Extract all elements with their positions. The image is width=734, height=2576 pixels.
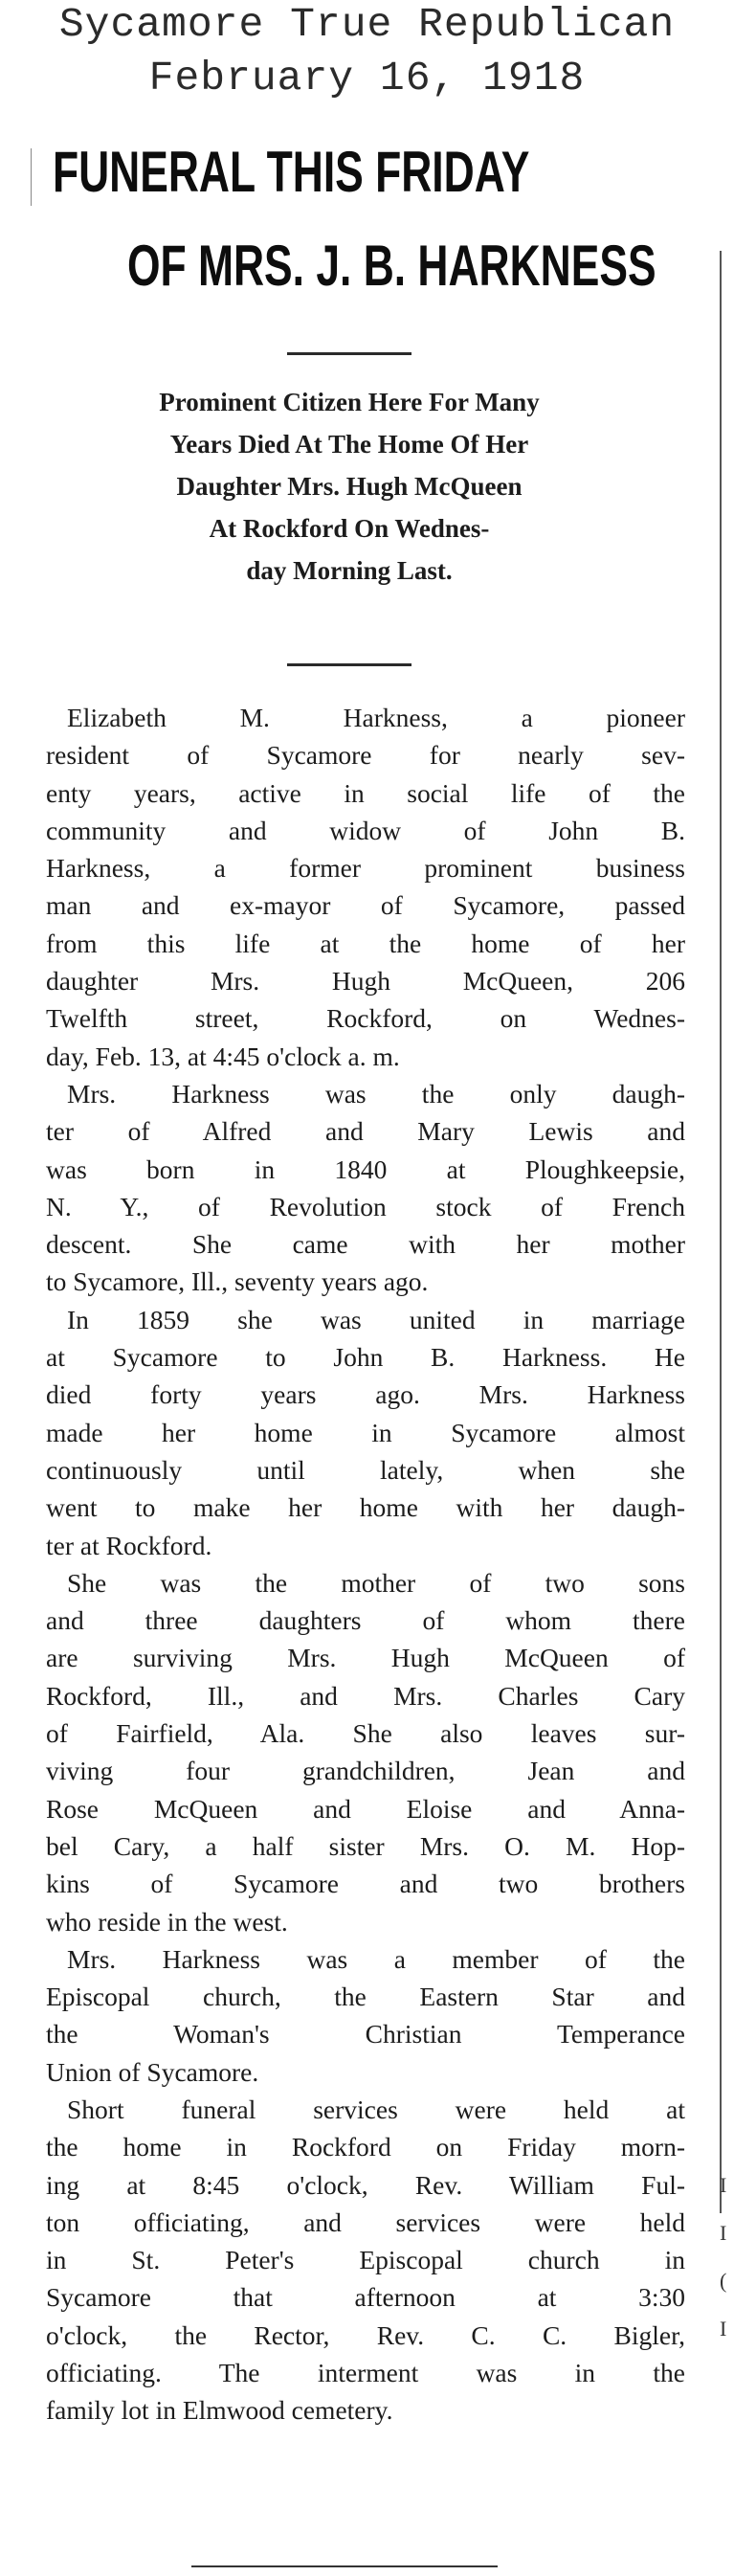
article-line: daughter Mrs. Hugh McQueen, 206	[46, 966, 685, 997]
article-line: Union of Sycamore.	[46, 2056, 259, 2087]
article-line: the home in Rockford on Friday morn-	[46, 2132, 685, 2162]
article-line: Rockford, Ill., and Mrs. Charles Cary	[46, 1680, 685, 1711]
margin-fragment: I	[720, 2221, 727, 2245]
article-line: Short funeral services were held at	[67, 2094, 685, 2124]
article-line: N. Y., of Revolution stock of French	[46, 1191, 685, 1221]
article-line: made her home in Sycamore almost	[46, 1417, 685, 1447]
deck-line: Prominent Citizen Here For Many	[159, 388, 540, 416]
article-line: Elizabeth M. Harkness, a pioneer	[67, 703, 685, 732]
article-line: officiating. The interment was in the	[46, 2358, 685, 2388]
article-line: resident of Sycamore for nearly sev-	[46, 740, 685, 771]
right-column-rule	[720, 251, 722, 2213]
article-line: continuously until lately, when she	[46, 1454, 685, 1485]
headline-line-1: FUNERAL THIS FRIDAY	[53, 140, 530, 204]
article-line: day, Feb. 13, at 4:45 o'clock a. m.	[46, 1041, 400, 1071]
article-line: kins of Sycamore and two brothers	[46, 1869, 685, 1899]
article-line: Mrs. Harkness was a member of the	[67, 1943, 685, 1974]
article-line: are surviving Mrs. Hugh McQueen of	[46, 1643, 685, 1673]
article-line: to Sycamore, Ill., seventy years ago.	[46, 1266, 429, 1297]
article-line: ter of Alfred and Mary Lewis and	[46, 1116, 685, 1147]
article-line: Rose McQueen and Eloise and Anna-	[46, 1793, 685, 1824]
article-line: bel Cary, a half sister Mrs. O. M. Hop-	[46, 1830, 685, 1861]
left-column-rule	[31, 148, 32, 206]
article-line: descent. She came with her mother	[46, 1229, 685, 1260]
article-line: o'clock, the Rector, Rev. C. C. Bigler,	[46, 2319, 685, 2350]
margin-fragment: (	[720, 2269, 727, 2293]
article-line: ter at Rockford.	[46, 1530, 212, 1560]
article-line: at Sycamore to John B. Harkness. He	[46, 1342, 685, 1373]
article-line: Sycamore that afternoon at 3:30	[46, 2282, 685, 2313]
article-line: died forty years ago. Mrs. Harkness	[46, 1379, 685, 1410]
article-line: was born in 1840 at Ploughkeepsie,	[46, 1154, 685, 1184]
article-line: and three daughters of whom there	[46, 1605, 685, 1636]
divider-bottom	[287, 663, 411, 666]
article-line: family lot in Elmwood cemetery.	[46, 2395, 393, 2426]
article-line: from this life at the home of her	[46, 928, 685, 958]
deck-line: Daughter Mrs. Hugh McQueen	[176, 472, 523, 501]
margin-fragment: I	[720, 2317, 727, 2341]
deck-line: day Morning Last.	[246, 556, 453, 585]
article-line: Mrs. Harkness was the only daugh-	[67, 1078, 685, 1109]
newspaper-name: Sycamore True Republican	[58, 1, 676, 48]
article-line: Harkness, a former prominent business	[46, 853, 685, 884]
publication-date: February 16, 1918	[148, 55, 586, 101]
article-line: She was the mother of two sons	[67, 1567, 685, 1598]
article-line: went to make her home with her daugh-	[46, 1492, 685, 1523]
article-line: man and ex-mayor of Sycamore, passed	[46, 890, 685, 921]
margin-fragment: I	[720, 2173, 727, 2197]
article-line: community and widow of John B.	[46, 815, 685, 845]
headline-line-2: OF MRS. J. B. HARKNESS	[127, 234, 656, 298]
article-line: ton officiating, and services were held	[46, 2206, 685, 2237]
article-body	[46, 699, 685, 2430]
article-line: Episcopal church, the Eastern Star and	[46, 1982, 685, 2012]
article-end-rule	[191, 2565, 498, 2567]
article-line: the Woman's Christian Temperance	[46, 2019, 685, 2050]
deck-line: At Rockford On Wednes-	[209, 514, 490, 543]
article-line: who reside in the west.	[46, 1906, 288, 1937]
article-line: in St. Peter's Episcopal church in	[46, 2245, 685, 2275]
deck-line: Years Died At The Home Of Her	[169, 430, 529, 459]
divider-top	[287, 352, 411, 355]
article-line: of Fairfield, Ala. She also leaves sur-	[46, 1718, 685, 1749]
subheadline-deck	[48, 381, 651, 592]
article-line: In 1859 she was united in marriage	[67, 1304, 685, 1334]
article-line: enty years, active in social life of the	[46, 777, 685, 808]
article-line: Twelfth street, Rockford, on Wednes-	[46, 1003, 685, 1034]
article-line: ing at 8:45 o'clock, Rev. William Ful-	[46, 2169, 685, 2200]
article-line: viving four grandchildren, Jean and	[46, 1756, 685, 1786]
